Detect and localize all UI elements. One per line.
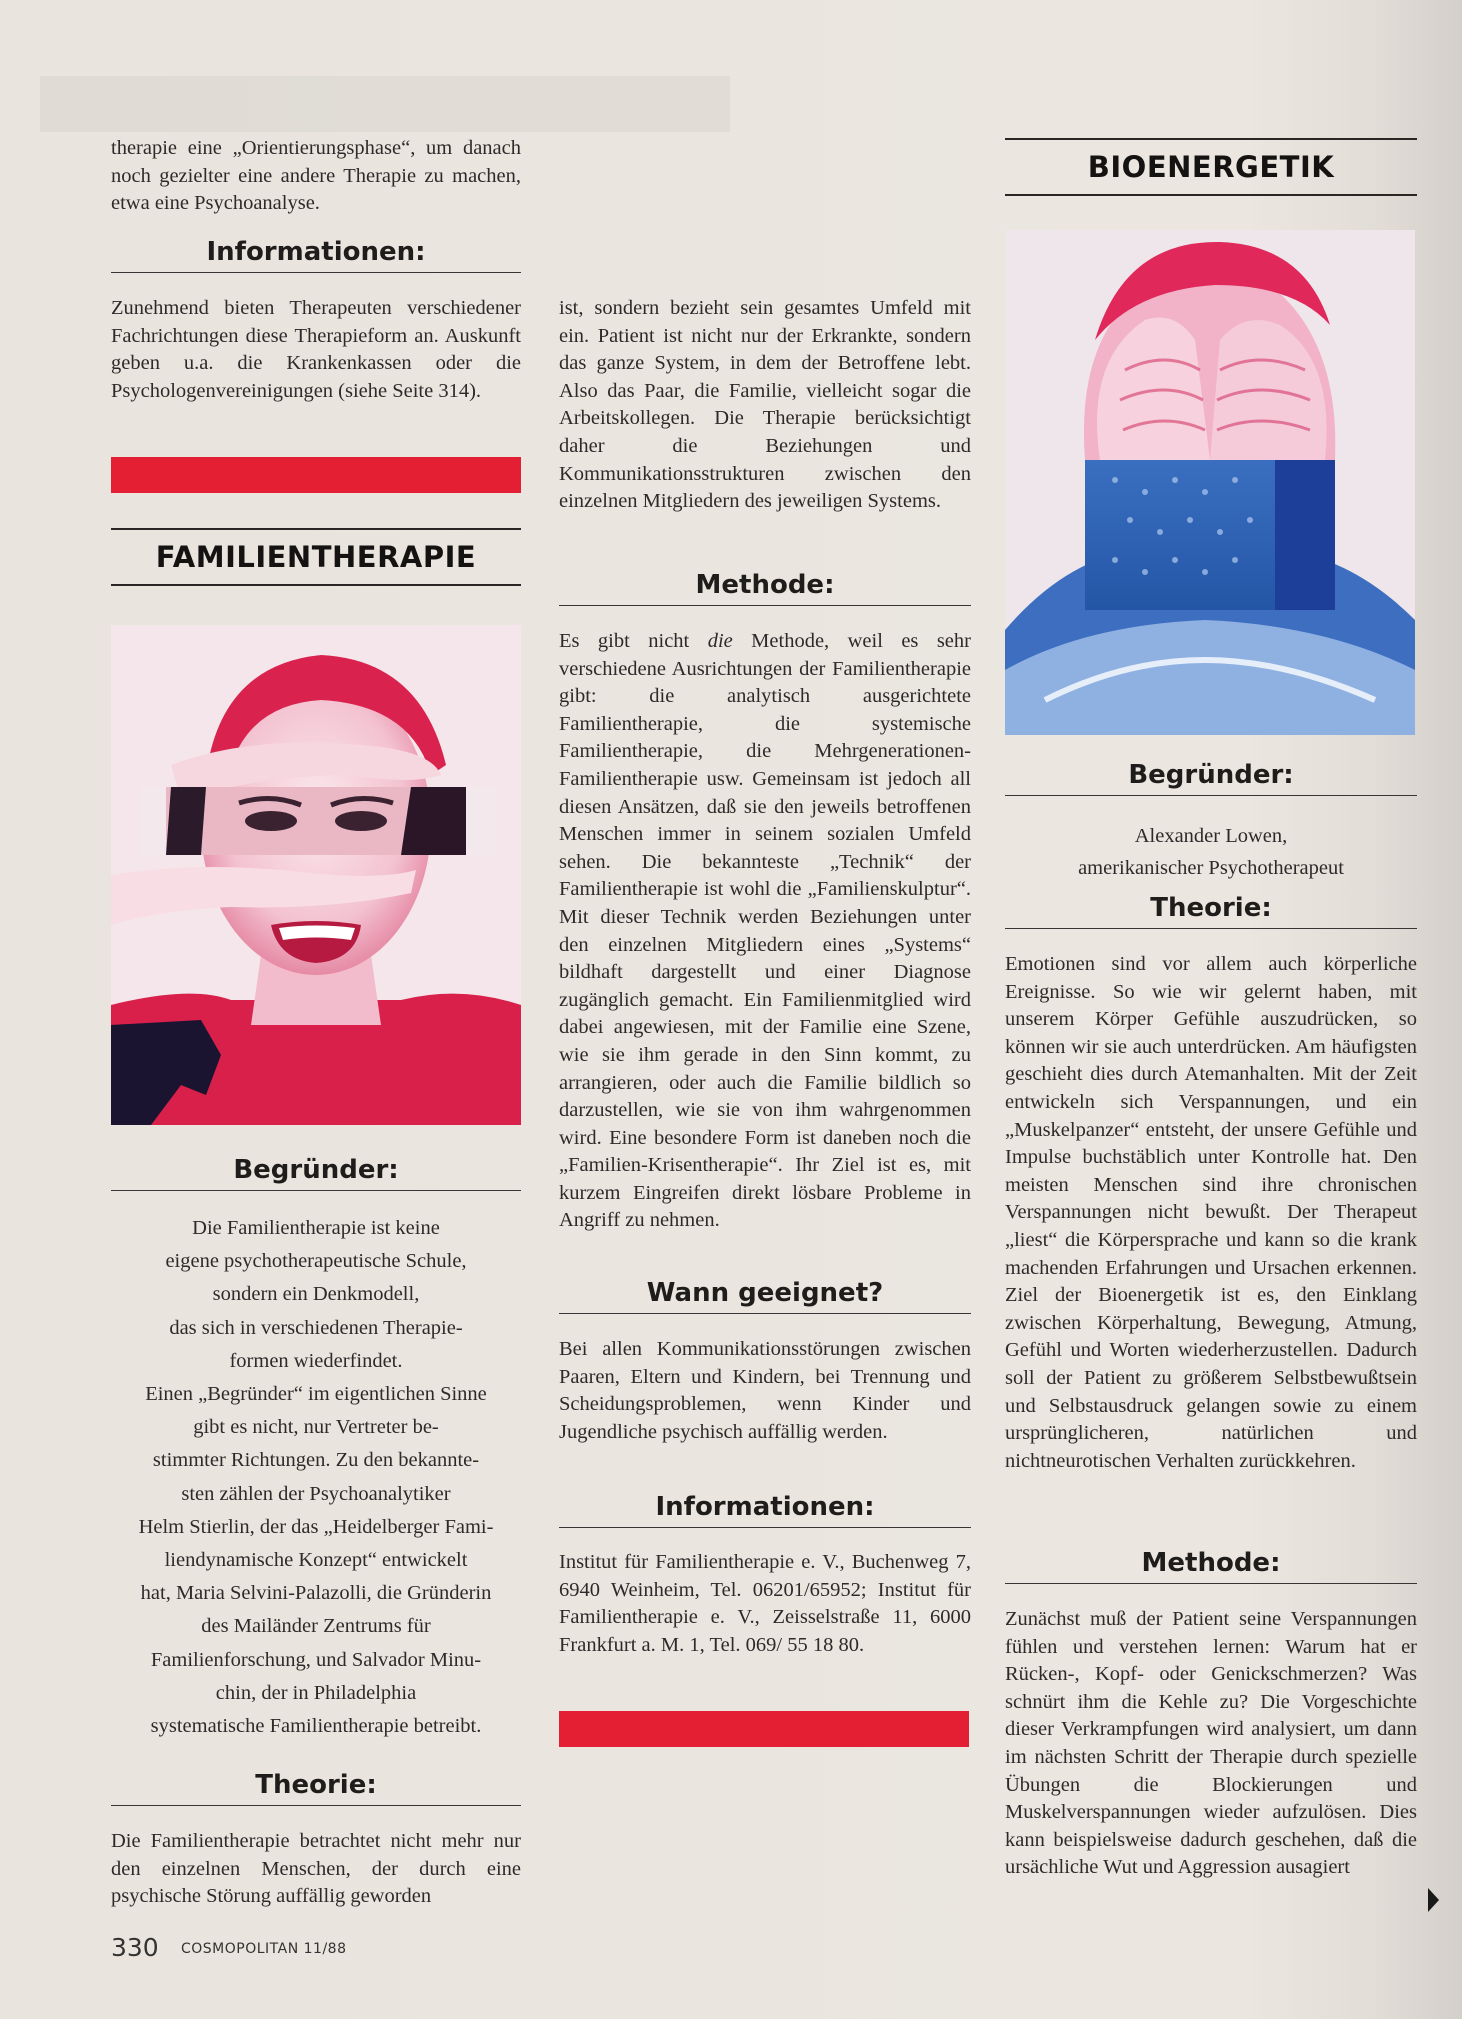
founder-line: Familienforschung, und Salvador Minu- (150, 1648, 482, 1671)
founder-line: das sich in verschiedenen Therapie- (169, 1316, 463, 1339)
armored-head-illustration (1005, 230, 1415, 735)
method-heading-2 (559, 568, 971, 606)
magazine-issue: COSMOPOLITAN 11/88 (181, 1941, 347, 1957)
info-heading-2: Informationen: (559, 1490, 971, 1528)
founder-line: formen wiederfindet. (229, 1349, 403, 1372)
background-ghost-print (40, 76, 730, 132)
info-text-2: Institut für Familientherapie e. V., Buchenweg 7, 6940 Weinheim, Tel. 06201/65952; Institut für Familientherapie e. V., Zeisselstraße 11, 6000 Frankfurt a. M. 1, Tel. 069/ 55 18 80. (559, 1551, 971, 1656)
red-divider-bar-1 (111, 457, 521, 493)
founder-line: liendynamische Konzept“ entwickelt (164, 1549, 468, 1572)
familientherapie-photo (111, 625, 521, 1125)
founder-line: eigene psychotherapeutische Schule, (165, 1250, 467, 1273)
theory-heading-1: Theorie: (111, 1768, 521, 1806)
founder-heading-1: Begründer: (111, 1153, 521, 1191)
bioenergetik-photo (1005, 230, 1415, 735)
method-text-3: Zunächst muß der Patient seine Verspannungen fühlen und verstehen lernen: Warum hat er Rücken-, Kopf- oder Genickschmerzen? Was schnürt ihm die Kehle zu? Die Vorgeschichte dieser Verkrampfungen wird analysiert, um dann im nächsten Schritt der Therapie durch spezielle Übungen die Blockierungen und Muskelverspannungen wieder aufzulösen. Dies kann beispielsweise dadurch geschehen, daß die ursächliche Wut und Aggression ausagiert (1005, 1608, 1417, 1879)
method-heading-3: Methode: (1005, 1546, 1417, 1584)
method-text-after: Methode, weil es sehr verschiedene Ausrichtungen der Familientherapie gibt: die analytisch ausgerichtete Familientherapie, die systemische Familientherapie, die Mehrgenerationen-Familientherapie usw. Gemeinsam ist jedoch all diesen Ansätzen, daß sie den jeweils betroffenen Menschen immer in seinem sozialen Umfeld sehen. Die bekannteste „Technik“ der Familientherapie ist wohl die „Familienskulptur“. Mit dieser Technik werden Beziehungen unter den einzelnen Mitgliedern eines „Systems“ bildhaft dargestellt und einer Diagnose zugänglich gemacht. Ein Familienmitglied wird dabei angewiesen, mit der Familie eine Szene, wie sie ihm gerade in den Sinn kommt, zu arrangieren, oder auch die Familie bildlich so darzustellen, wie sie von ihm wahrgenommen wird. Eine besondere Form ist daneben noch die „Familien-Krisentherapie“. Ihr Ziel ist es, mit kurzem Eingreifen direkt lösbare Probleme in Angriff zu nehmen. (559, 630, 971, 1232)
founder-line: sondern ein Denkmodell, (212, 1283, 420, 1306)
method-text-2 (559, 628, 971, 1235)
method-text-emphasis: die (707, 630, 733, 652)
founder-heading-3: Begründer: (1005, 758, 1417, 796)
suitable-text: Bei allen Kommunikationsstörungen zwischen Paaren, Eltern und Kindern, bei Trennung und Scheidungsproblemen, wenn Kinder und Jugendliche psychisch auffällig werden. (559, 1338, 971, 1443)
founder-text-1 (111, 1212, 521, 1743)
founder-description: amerikanischer Psychotherapeut (1078, 857, 1344, 879)
theory-text-3: Emotionen sind vor allem auch körperliche Ereignisse. So wie wir gelernt haben, mit unserem Körper Gefühle auszudrücken, so können wir sie auch unterdrücken. Am häufigsten geschieht dies durch Atemanhalten. Mit der Zeit entwickeln sich Verspannungen, und ein „Muskelpanzer“ entsteht, der unsere Gefühle und Impulse buchstäblich unter Kontrolle hat. Den meisten Menschen sind ihre chronischen Verspannungen nicht bewußt. Der Therapeut „liest“ die Körpersprache und kann so die krank machenden Erfahrungen und Ursachen erkennen. Ziel der Bioenergetik ist es, den Einklang zwischen Körperhaltung, Bewegung, Atmung, Gefühl und Worten wiederherzustellen. Dadurch soll der Patient zu größerem Selbstbewußtsein und Selbstausdruck gelangen sowie zu einem ursprünglicheren, natürlichen und nichtneurotischen Verhalten zurückkehren. (1005, 953, 1417, 1472)
founder-line: gibt es nicht, nur Vertreter be- (193, 1416, 439, 1439)
founder-line: systematische Familientherapie betreibt. (150, 1715, 482, 1738)
founder-line: Einen „Begründer“ im eigentlichen Sinne (145, 1383, 487, 1406)
continue-arrow-icon (1428, 1888, 1439, 1912)
suitable-heading: Wann geeignet? (559, 1276, 971, 1314)
theory-continued-text: ist, sondern bezieht sein gesamtes Umfeld mit ein. Patient ist nicht nur der Erkrankte, sondern das ganze System, in dem der Betroffene lebt. Also das Paar, die Familie, vielleicht sogar die Arbeitskollegen. Die Therapie berücksichtigt daher die Beziehungen und Kommunikationsstrukturen zwischen den einzelnen Mitgliedern des jeweiligen Systems. (559, 297, 971, 513)
founder-name: Alexander Lowen, (1134, 825, 1288, 847)
method-text-before: Es gibt nicht (559, 630, 708, 652)
founder-line: chin, der in Philadelphia (215, 1681, 417, 1704)
page-number: 330 (111, 1933, 159, 1962)
founder-line: des Mailänder Zentrums für (201, 1615, 431, 1638)
info-text-1: Zunehmend bieten Therapeuten verschiedener Fachrichtungen diese Therapieform an. Auskunft geben u.a. die Krankenkassen oder die Psychologenvereinigungen (siehe Seite 314). (111, 297, 521, 402)
founder-line: sten zählen der Psychoanalytiker (181, 1482, 451, 1505)
section-title-bioenergetik: BIOENERGETIK (1005, 138, 1417, 196)
theory-heading-3: Theorie: (1005, 891, 1417, 929)
intro-text: therapie eine „Orientierungsphase“, um danach noch gezielter eine andere Therapie zu machen, etwa eine Psychoanalyse. (111, 137, 521, 215)
face-collage-illustration (111, 625, 521, 1125)
info-heading-1: Informationen: (111, 235, 521, 273)
red-divider-bar-2 (559, 1711, 969, 1747)
founder-line: hat, Maria Selvini-Palazolli, die Gründerin (140, 1582, 492, 1605)
theory-text-1: Die Familientherapie betrachtet nicht mehr nur den einzelnen Menschen, der durch eine psychische Störung auffällig geworden (111, 1830, 521, 1908)
section-title-familientherapie: FAMILIENTHERAPIE (111, 528, 521, 586)
founder-line: Die Familientherapie ist keine (192, 1217, 440, 1239)
founder-text-3 (1005, 820, 1417, 884)
method-heading-label: Methode: (695, 570, 835, 600)
founder-line: stimmter Richtungen. Zu den bekannte- (152, 1449, 480, 1472)
founder-line: Helm Stierlin, der das „Heidelberger Fami- (138, 1515, 494, 1538)
